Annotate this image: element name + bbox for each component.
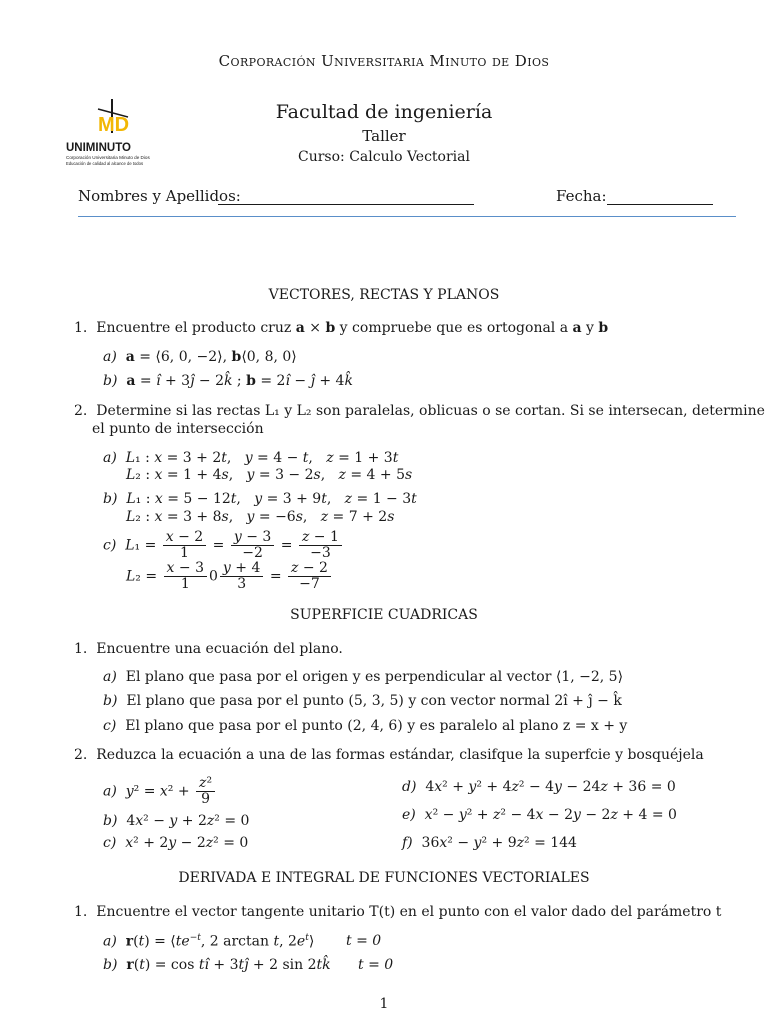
- item-label: b): [103, 373, 118, 389]
- item-label: a): [103, 933, 117, 950]
- date-label: Fecha:: [556, 187, 607, 205]
- institution-name: Corporación Universitaria Minuto de Dios: [218, 52, 550, 70]
- item-2c-line2: L₂ = $\frac{x - 3}{1}$ 0 $\frac{y + 4}{3}$ = $\frac{z - 2}{-7}$: [126, 561, 333, 592]
- item-1a: a) a = ⟨6, 0, −2⟩, b⟨0, 8, 0⟩: [103, 349, 297, 365]
- param-5a: t = 0: [346, 933, 382, 949]
- item-4e: e) x² − y² + z² − 4x − 2y − 2z + 4 = 0: [402, 807, 677, 823]
- item-label: b): [103, 491, 118, 507]
- section-title-superficies: SUPERFICIE CUADRICAS: [290, 607, 478, 623]
- item-5a: a) $r(t) = ⟨te^{-t}$, 2 arctan t, $2e^t⟩$: [103, 933, 315, 950]
- item-label: d): [402, 779, 417, 795]
- item-text: El plano que pasa por el punto (2, 4, 6) y es paralelo al plano z = x + y: [125, 718, 628, 734]
- question-text: y: [581, 320, 599, 336]
- question-text: Reduzca la ecuación a una de las formas estándar, clasifque la superfcie y bosquéjela: [96, 747, 704, 763]
- page-number: 1: [379, 996, 389, 1012]
- section-title-vectores: VECTORES, RECTAS Y PLANOS: [268, 287, 500, 303]
- header-rule: [78, 216, 736, 217]
- svg-text:Corporación Universitaria Minu: Corporación Universitaria Minuto de Dios: [66, 155, 150, 160]
- names-label: Nombres y Apellidos:: [78, 187, 241, 205]
- question-text: Encuentre el producto cruz: [96, 320, 296, 336]
- item-2b-line2: L₂ : x = 3 + 8s, y = −6s, z = 7 + 2s: [126, 509, 395, 525]
- item-4a: a) y² = x² + $\frac{\text{z²}}{9}$: [103, 776, 217, 807]
- item-label: c): [103, 835, 117, 851]
- item-4c: c) x² + 2y − 2z² = 0: [103, 835, 249, 851]
- section-title-derivada: DERIVADA E INTEGRAL DE FUNCIONES VECTORIALES: [178, 870, 590, 886]
- question-number: 1.: [74, 904, 88, 920]
- item-4d: d) 4x² + y² + 4z² − 4y − 24z + 36 = 0: [402, 779, 676, 795]
- item-label: b): [103, 957, 118, 973]
- item-2c: c) L₁ = $\frac{x - 2}{1}$ = $\frac{y - 3}{-2}$ = $\frac{z - 1}{-3}$: [103, 530, 344, 561]
- item-4f: f) 36x² − y² + 9z² = 144: [402, 835, 577, 851]
- item-2b: b) L₁ : x = 5 − 12t, y = 3 + 9t, z = 1 − 3t: [103, 491, 417, 507]
- item-2a-line2: L₂ : x = 1 + 4s, y = 3 − 2s, z = 4 + 5s: [126, 467, 413, 483]
- item-5b: b) r(t) = cos tî + 3tĵ + 2 sin 2tk̂: [103, 957, 331, 973]
- course-name: Curso: Calculo Vectorial: [298, 149, 470, 165]
- item-label: c): [103, 718, 117, 734]
- item-label: a): [103, 349, 117, 365]
- item-text: El plano que pasa por el origen y es perpendicular al vector ⟨1, −2, 5⟩: [125, 669, 624, 685]
- question-text: Encuentre una ecuación del plano.: [96, 641, 343, 657]
- item-3a: [103, 669, 623, 685]
- question-plane-equation: [74, 641, 343, 657]
- item-label: a): [103, 783, 117, 800]
- svg-text:MD: MD: [98, 114, 130, 136]
- item-3c: [103, 718, 627, 734]
- item-3b: [103, 693, 622, 709]
- question-text: y compruebe que es ortogonal a: [335, 320, 573, 336]
- item-1b: b) a = î + 3ĵ − 2k̂ ; b = 2î − ĵ + 4k̂: [103, 373, 353, 389]
- question-text: Determine si las rectas L₁ y L₂ son paralelas, oblicuas o se cortan. Si se intersecan, determine: [96, 403, 765, 419]
- svg-text:UNIMINUTO: UNIMINUTO: [66, 142, 131, 154]
- question-quadric-surfaces: [74, 747, 704, 763]
- item-label: a): [103, 669, 117, 685]
- item-label: a): [103, 450, 117, 466]
- item-text: El plano que pasa por el punto (5, 3, 5) y con vector normal 2î + ĵ − k̂: [126, 693, 622, 709]
- question-lines-intersect: [74, 403, 765, 419]
- question-text: Encuentre el vector tangente unitario T(t) en el punto con el valor dado del parámetro t: [96, 904, 722, 920]
- item-2a: a) L₁ : x = 3 + 2t, y = 4 − t, z = 1 + 3t: [103, 450, 399, 466]
- names-field[interactable]: [218, 204, 474, 205]
- item-label: b): [103, 693, 118, 709]
- document-type: Taller: [362, 127, 406, 145]
- question-unit-tangent: [74, 904, 721, 920]
- question-number: 1.: [74, 641, 88, 657]
- question-cross-product: 1. Encuentre el producto cruz a × b y compruebe que es ortogonal a a y b: [74, 320, 609, 336]
- item-label: c): [103, 537, 117, 554]
- item-label: b): [103, 813, 118, 829]
- param-5b: t = 0: [358, 957, 394, 973]
- faculty-title: Facultad de ingeniería: [275, 101, 493, 123]
- question-number: 1.: [74, 320, 88, 336]
- date-field[interactable]: [607, 204, 713, 205]
- item-label: e): [402, 807, 416, 823]
- question-number: 2.: [74, 747, 88, 763]
- item-label: f): [402, 835, 413, 851]
- question-text-continued: el punto de intersección: [92, 421, 264, 437]
- svg-text:Educación de calidad al alcanc: Educación de calidad al alcance de todos: [66, 161, 144, 166]
- item-4b: b) 4x² − y + 2z² = 0: [103, 813, 250, 829]
- question-number: 2.: [74, 403, 88, 419]
